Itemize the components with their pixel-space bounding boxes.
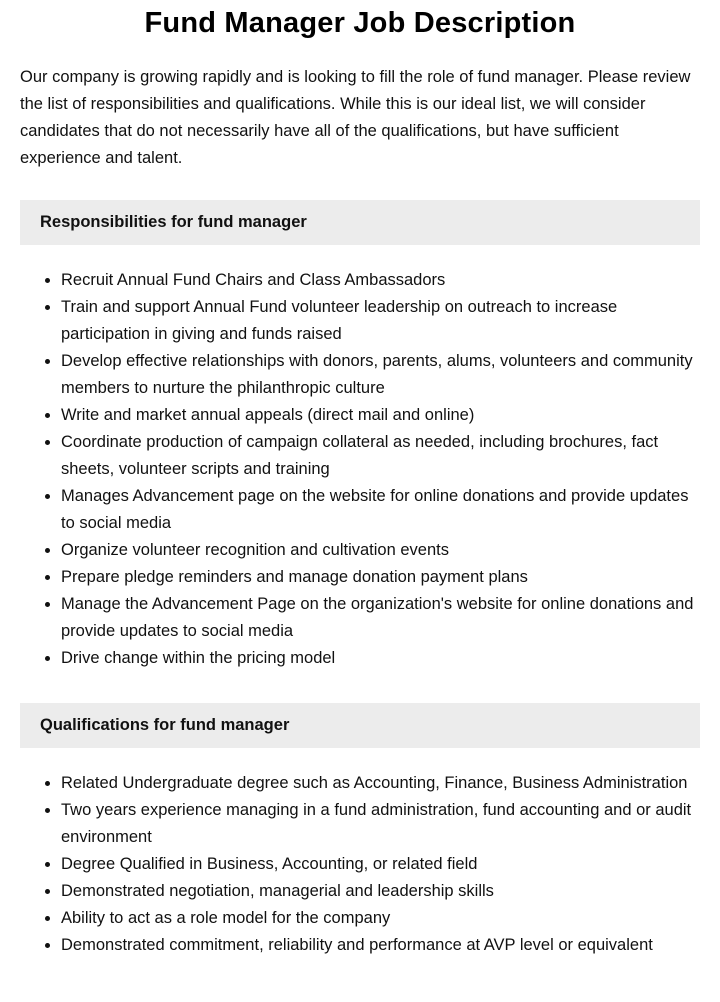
qualifications-list xyxy=(20,770,700,959)
list-item: Write and market annual appeals (direct mail and online) xyxy=(45,402,700,429)
section-qualifications xyxy=(20,703,700,959)
list-item: Manage the Advancement Page on the organization's website for online donations and provide updates to social media xyxy=(45,591,700,645)
responsibilities-list xyxy=(20,267,700,672)
list-item: Train and support Annual Fund volunteer leadership on outreach to increase participation in giving and funds raised xyxy=(45,294,700,348)
page-title: Fund Manager Job Description xyxy=(144,7,576,39)
list-item: Recruit Annual Fund Chairs and Class Ambassadors xyxy=(45,267,700,294)
list-item: Manages Advancement page on the website for online donations and provide updates to social media xyxy=(45,483,700,537)
list-item: Organize volunteer recognition and cultivation events xyxy=(45,537,700,564)
qualifications-heading: Qualifications for fund manager xyxy=(40,716,290,734)
responsibilities-section-header xyxy=(20,200,700,245)
list-item: Related Undergraduate degree such as Accounting, Finance, Business Administration xyxy=(45,770,700,797)
list-item: Ability to act as a role model for the company xyxy=(45,905,700,932)
list-item: Degree Qualified in Business, Accounting, or related field xyxy=(45,851,700,878)
list-item: Drive change within the pricing model xyxy=(45,645,700,672)
section-responsibilities xyxy=(20,200,700,672)
qualifications-section-header xyxy=(20,703,700,748)
list-item: Two years experience managing in a fund administration, fund accounting and or audit environment xyxy=(45,797,700,851)
list-item: Prepare pledge reminders and manage donation payment plans xyxy=(45,564,700,591)
responsibilities-heading: Responsibilities for fund manager xyxy=(40,213,307,231)
list-item: Coordinate production of campaign collateral as needed, including brochures, fact sheets, volunteer scripts and training xyxy=(45,429,700,483)
list-item: Demonstrated negotiation, managerial and leadership skills xyxy=(45,878,700,905)
list-item: Develop effective relationships with donors, parents, alums, volunteers and community members to nurture the philanthropic culture xyxy=(45,348,700,402)
list-item: Demonstrated commitment, reliability and performance at AVP level or equivalent xyxy=(45,932,700,959)
intro-paragraph: Our company is growing rapidly and is looking to fill the role of fund manager. Please review the list of responsibilities and qualifications. While this is our ideal list, we will consider candidates that do not necessarily have all of the qualifications, but have sufficient experience and talent. xyxy=(20,68,691,167)
